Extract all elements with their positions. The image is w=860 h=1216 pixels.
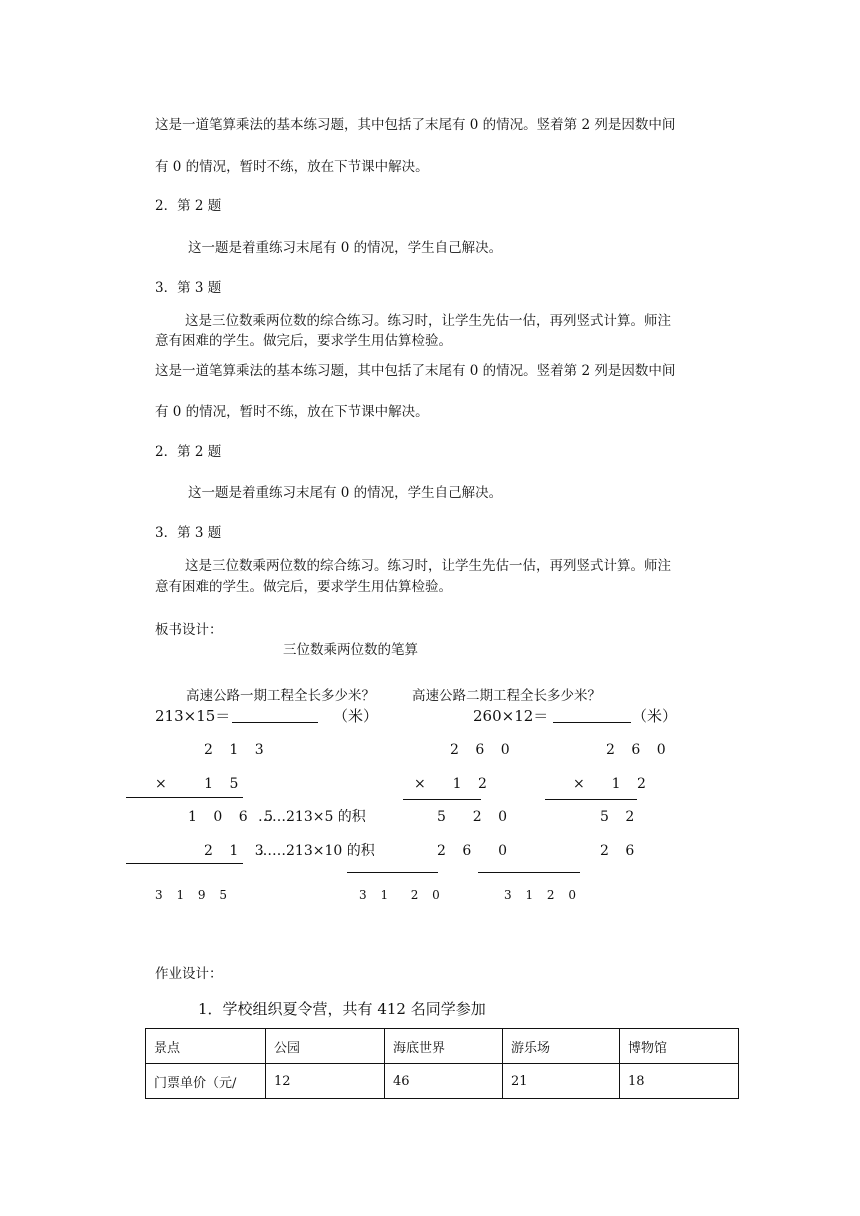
equation-1: 213×15＝ (155, 707, 231, 725)
ticket-price-table (145, 1028, 739, 1099)
q3-line2-a: 意有困难的学生。做完后，要求学生用估算检验。 (155, 333, 452, 349)
calc1-multiplicand: 2 1 3 (204, 742, 270, 758)
board-heading: 板书设计： (155, 622, 223, 638)
calc1-rule-1 (126, 797, 243, 798)
calc3-partial-1: 5 2 (600, 809, 641, 825)
calc3-result: 3 1 2 0 (504, 888, 581, 902)
q2-heading-b: 2．第 2 题 (155, 444, 222, 460)
calc3-rule-2 (478, 872, 580, 873)
calc1-rule-2 (126, 863, 243, 864)
board-question-2: 高速公路二期工程全长多少米？ (412, 688, 601, 704)
calc2-result: 3 1 2 0 (359, 888, 445, 902)
q2-text-a: 这一题是着重练习末尾有 0 的情况，学生自己解决。 (188, 240, 503, 256)
calc1-partial-2: 2 1 3 (204, 843, 270, 859)
paragraph-a-line2: 有 0 的情况，暂时不练，放在下节课中解决。 (155, 159, 429, 175)
table-cell: 游乐场 (503, 1029, 620, 1064)
q3-line1-b: 这是三位数乘两位数的综合练习。练习时，让学生先估一估，再列竖式计算。师注 (185, 558, 671, 574)
calc3-rule-1 (545, 799, 637, 800)
table-header-row (146, 1029, 739, 1064)
homework-problem: 1．学校组织夏令营，共有 412 名同学参加 (198, 1000, 486, 1018)
table-cell: 46 (385, 1064, 503, 1099)
table-cell: 海底世界 (385, 1029, 503, 1064)
table-cell: 18 (620, 1064, 739, 1099)
table-cell: 门票单价（元/ (146, 1064, 266, 1099)
calc2-partial-2: 2 6 0 (437, 843, 514, 859)
paragraph-b-line2: 有 0 的情况，暂时不练，放在下节课中解决。 (155, 404, 429, 420)
calc3-multiplier: × 1 2 (573, 776, 652, 792)
calc2-rule-2 (347, 872, 438, 873)
calc2-partial-1: 5 2 0 (437, 809, 514, 825)
q3-heading-a: 3．第 3 题 (155, 280, 222, 296)
answer-blank-2 (553, 722, 631, 723)
calc1-partial-1: 1 0 6 5 (188, 809, 279, 825)
paragraph-b-line1: 这是一道笔算乘法的基本练习题，其中包括了末尾有 0 的情况。竖着第 2 列是因数中间 (155, 363, 676, 379)
calc1-note-2: ……213×10 的积 (258, 843, 375, 859)
calc3-multiplicand: 2 6 0 (606, 742, 672, 758)
table-cell: 景点 (146, 1029, 266, 1064)
table-cell: 21 (503, 1064, 620, 1099)
calc2-multiplier: × 1 2 (414, 776, 493, 792)
q3-line2-b: 意有困难的学生。做完后，要求学生用估算检验。 (155, 579, 452, 595)
calc1-note-1: ……213×5 的积 (258, 809, 366, 825)
homework-heading: 作业设计： (155, 966, 223, 982)
q2-text-b: 这一题是着重练习末尾有 0 的情况，学生自己解决。 (188, 485, 503, 501)
calc1-result: 3 1 9 5 (155, 888, 232, 902)
table-cell: 博物馆 (620, 1029, 739, 1064)
paragraph-a-line1: 这是一道笔算乘法的基本练习题，其中包括了末尾有 0 的情况。竖着第 2 列是因数中间 (155, 117, 676, 133)
answer-blank-1 (232, 722, 318, 723)
equation-2: 260×12＝ (473, 707, 549, 725)
table-cell: 公园 (266, 1029, 385, 1064)
calc1-multiplier: × 1 5 (155, 776, 245, 792)
board-title: 三位数乘两位数的笔算 (283, 642, 418, 658)
q3-line1-a: 这是三位数乘两位数的综合练习。练习时，让学生先估一估，再列竖式计算。师注 (185, 313, 671, 329)
table-cell: 12 (266, 1064, 385, 1099)
table-row (146, 1064, 739, 1099)
calc2-rule-1 (403, 799, 481, 800)
calc3-partial-2: 2 6 (600, 843, 641, 859)
q2-heading-a: 2．第 2 题 (155, 198, 222, 214)
board-question-1: 高速公路一期工程全长多少米？ (186, 688, 375, 704)
calc2-multiplicand: 2 6 0 (450, 742, 516, 758)
equation-2-unit: （米） (632, 707, 678, 725)
q3-heading-b: 3．第 3 题 (155, 525, 222, 541)
equation-1-unit: （米） (333, 707, 379, 725)
